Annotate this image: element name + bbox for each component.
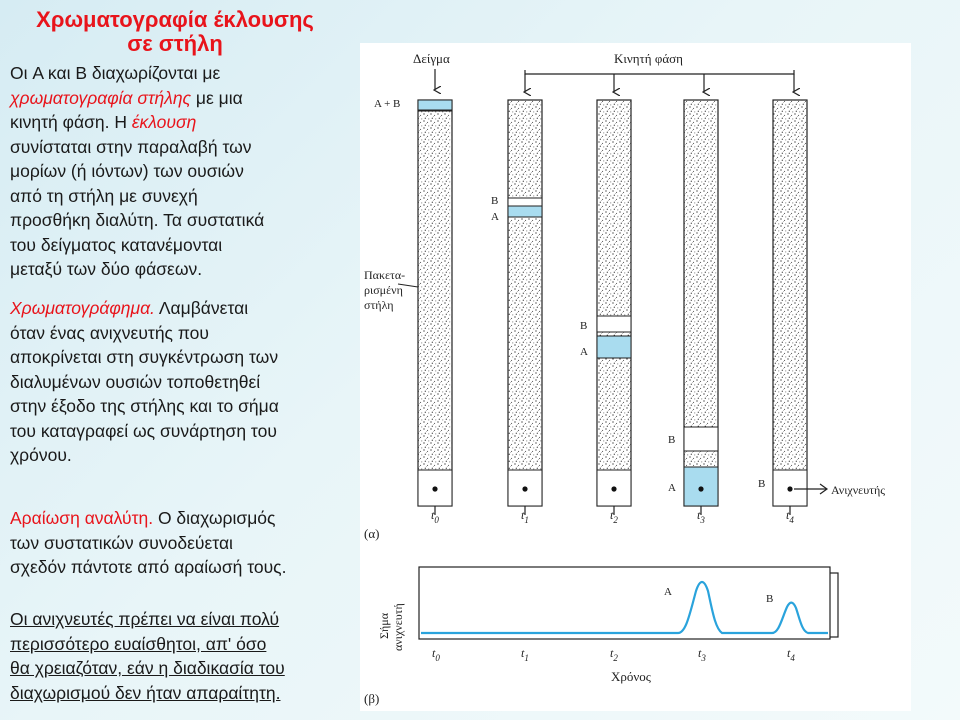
label-a: A	[491, 211, 499, 223]
term-chromatogram: Χρωματογράφημα.	[10, 298, 155, 318]
label-a: A	[668, 482, 676, 494]
chromatogram-paragraph	[10, 296, 279, 468]
intro-line: μεταξύ των δύο φάσεων.	[10, 259, 203, 279]
panel-b-label: (β)	[364, 691, 380, 706]
time-label: $t_3$	[698, 646, 706, 663]
time-label: $t_4$	[787, 646, 795, 663]
panel-a-label: (α)	[364, 526, 380, 541]
column-t2	[597, 100, 631, 515]
term-elution: έκλουση	[131, 112, 197, 132]
time-label: $t_0$	[431, 508, 439, 525]
label-b: B	[491, 195, 499, 207]
packed-column	[597, 100, 631, 506]
chromatogram-line	[10, 296, 279, 321]
mobile-phase-bracket	[525, 70, 794, 74]
figure-svg	[360, 43, 911, 711]
chromatography-figure	[360, 43, 911, 711]
mobile-phase-label: Κινητή φάση	[614, 51, 683, 66]
chromatogram-panel	[377, 567, 838, 684]
chromatogram-line: διαλυμένων ουσιών τοποθετηθεί	[10, 371, 261, 392]
term-analyte-dilution: Αραίωση αναλύτη.	[10, 508, 154, 528]
peak-a-label: A	[664, 586, 672, 598]
label-b: B	[580, 320, 588, 332]
label-b: B	[758, 478, 766, 490]
packed-column-label: ρισμένη	[364, 283, 403, 297]
intro-line: μορίων (ή ιόντων) των ουσιών	[10, 161, 244, 181]
signal-axis-label: ανιχνευτή	[391, 603, 405, 651]
intro-line: από τη στήλη με συνεχή	[10, 185, 198, 206]
label-a-plus-b: A + B	[374, 98, 401, 110]
chromatogram-line: του καταγραφεί ως συνάρτηση του	[10, 420, 277, 441]
time-label: $t_3$	[697, 508, 705, 525]
peak-b-label: B	[766, 593, 774, 605]
band-a	[597, 336, 631, 358]
band-a-plus-b	[418, 100, 452, 110]
dilution-line: των συστατικών συνοδεύεται	[10, 532, 233, 553]
intro-line: Οι A και B διαχωρίζονται με	[10, 63, 221, 83]
band-b	[508, 198, 542, 206]
detectors-line: θα χρειαζόταν, εάν η διαδικασία του	[10, 658, 285, 678]
title-line-2: σε στήλη	[127, 31, 223, 56]
intro-line: του δείγματος κατανέμονται	[10, 234, 223, 255]
detector-dot	[611, 486, 616, 491]
chromatogram-line-rest: Λαμβάνεται	[154, 298, 249, 318]
title-line-1: Χρωματογραφία έκλουσης	[36, 7, 314, 32]
intro-line: συνίσταται στην παραλαβή των	[10, 136, 252, 157]
chromatogram-line: αποκρίνεται στη συγκέντρωση των	[10, 347, 279, 367]
band-b	[684, 427, 718, 451]
intro-line	[10, 110, 264, 135]
band-a	[508, 206, 542, 217]
packed-column-label: στήλη	[364, 298, 394, 312]
column-t1	[508, 100, 542, 515]
chromatogram-line: όταν ένας ανιχνευτής που	[10, 322, 209, 343]
slide-title	[10, 8, 340, 56]
column-t3	[684, 100, 718, 515]
packed-column	[508, 100, 542, 506]
time-label: $t_2$	[610, 508, 618, 525]
packed-column-label: Πακετα-	[364, 268, 406, 282]
detector-label: Ανιχνευτής	[831, 483, 886, 497]
sample-label: Δείγμα	[413, 51, 450, 66]
detector-dot	[698, 486, 703, 491]
time-axis-label: Χρόνος	[611, 669, 651, 684]
detectors-line: διαχωρισμού δεν ήταν απαραίτητη.	[10, 682, 281, 703]
detectors-line: περισσότερο ευαίσθητοι, απ' όσο	[10, 633, 267, 654]
time-label: $t_1$	[521, 508, 529, 525]
term-column-chromatography: χρωματογραφία στήλης	[10, 87, 192, 108]
chromatogram-line: χρόνου.	[10, 445, 72, 465]
intro-line	[10, 86, 264, 111]
time-label: $t_0$	[432, 646, 440, 663]
packed-column	[418, 100, 452, 506]
intro-line: προσθήκη διαλύτη. Τα συστατικά	[10, 210, 265, 230]
detector-dot	[787, 486, 792, 491]
label-b: B	[668, 434, 676, 446]
detector-dot	[522, 486, 527, 491]
dilution-line	[10, 506, 286, 531]
intro-line-start: κινητή φάση. Η	[10, 112, 132, 132]
time-label: $t_2$	[610, 646, 618, 663]
detectors-line: Οι ανιχνευτές πρέπει να είναι πολύ	[10, 609, 280, 629]
label-a: A	[580, 346, 588, 358]
column-t4	[773, 100, 827, 515]
time-label: $t_4$	[786, 508, 794, 525]
dilution-paragraph	[10, 506, 286, 580]
detectors-paragraph	[10, 607, 285, 705]
detector-dot	[432, 486, 437, 491]
band-b	[597, 316, 631, 332]
column-t0	[418, 100, 452, 515]
chromatogram-line: στην έξοδο της στήλης και το σήμα	[10, 396, 279, 416]
time-label: $t_1$	[521, 646, 529, 663]
packed-column	[773, 100, 807, 506]
dilution-line: σχεδόν πάντοτε από αραίωσή τους.	[10, 557, 287, 577]
signal-axis-label: Σήμα	[377, 613, 391, 639]
intro-paragraph	[10, 61, 264, 282]
dilution-line-rest: Ο διαχωρισμός	[153, 508, 276, 528]
intro-line-rest: με μια	[191, 87, 243, 108]
